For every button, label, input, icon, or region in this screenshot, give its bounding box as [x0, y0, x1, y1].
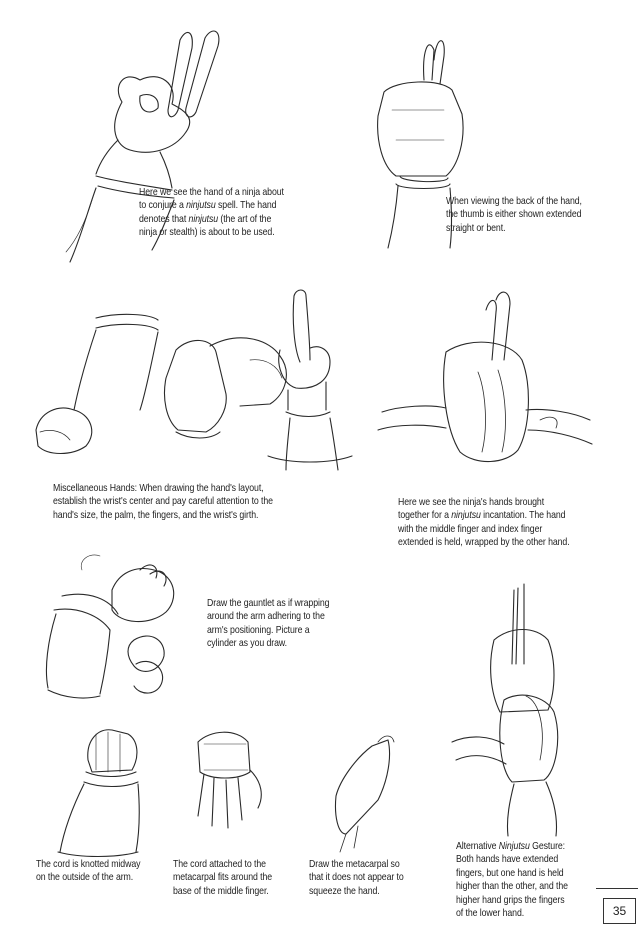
- caption-line: Here we see the ninja's hands brought: [398, 497, 545, 508]
- caption-line: Miscellaneous Hands: When drawing the hand's layout,: [53, 483, 264, 494]
- caption-line: on the outside of the arm.: [36, 872, 134, 884]
- caption-line: extended is held, wrapped by the other hand.: [398, 537, 570, 549]
- caption-ninjutsu-spell: [139, 186, 284, 240]
- sketch-metacarpal-hand: [335, 736, 394, 852]
- caption-line: that it does not appear to: [309, 872, 404, 884]
- caption-line: straight or bent.: [446, 222, 506, 234]
- caption-line: higher than the other, and the: [456, 881, 568, 893]
- caption-line: Alternative Ninjutsu Gesture:: [456, 841, 566, 852]
- sketch-hands-together: [378, 292, 592, 461]
- caption-line: around the arm adhering to the: [207, 611, 325, 623]
- caption-cord-knotted: [36, 858, 140, 885]
- caption-misc-hands: [53, 482, 273, 522]
- caption-line: Both hands have extended: [456, 854, 559, 866]
- caption-hands-together: [398, 496, 570, 550]
- caption-alternative-gesture: [456, 840, 568, 920]
- caption-line: base of the middle finger.: [173, 885, 269, 897]
- caption-back-of-hand: [446, 195, 582, 235]
- sketch-alternative-gesture: [452, 584, 558, 836]
- caption-line: to conjure a ninjutsu spell. The hand: [139, 200, 277, 212]
- caption-line: squeeze the hand.: [309, 885, 380, 897]
- caption-line: establish the wrist's center and pay careful attention to the: [53, 496, 273, 508]
- caption-line: fingers, but one hand is held: [456, 867, 564, 879]
- caption-line: Here we see the hand of a ninja about: [139, 187, 284, 198]
- caption-line: cylinder as you draw.: [207, 638, 288, 650]
- sketch-gauntlet: [46, 555, 173, 698]
- caption-line: together for a ninjutsu incantation. The hand: [398, 510, 566, 522]
- caption-line: metacarpal fits around the: [173, 872, 273, 884]
- sketch-metacarpal-cord: [198, 732, 261, 828]
- caption-line: The cord is knotted midway: [36, 859, 141, 870]
- caption-line: hand's size, the palm, the fingers, and the wrist's girth.: [53, 509, 259, 521]
- caption-line: denotes that ninjutsu (the art of the: [139, 213, 272, 225]
- sketch-misc-hands: [36, 290, 352, 470]
- caption-gauntlet: [207, 597, 329, 651]
- caption-line: higher hand grips the fingers: [456, 894, 565, 906]
- caption-metacarpal-cord: [173, 858, 272, 898]
- caption-line: the thumb is either shown extended: [446, 209, 582, 221]
- caption-line: of the lower hand.: [456, 908, 525, 920]
- caption-line: When viewing the back of the hand,: [446, 196, 582, 207]
- caption-line: Draw the gauntlet as if wrapping: [207, 598, 330, 609]
- caption-line: The cord attached to the: [173, 859, 266, 870]
- page-number: 35: [603, 898, 636, 924]
- caption-line: ninja or stealth) is about to be used.: [139, 227, 275, 239]
- caption-line: with the middle finger and index finger: [398, 523, 543, 535]
- caption-metacarpal-draw: [309, 858, 404, 898]
- caption-line: Draw the metacarpal so: [309, 859, 400, 870]
- page-number-rule: [596, 888, 638, 889]
- caption-line: arm's positioning. Picture a: [207, 624, 310, 636]
- sketch-cord-knotted: [58, 730, 139, 857]
